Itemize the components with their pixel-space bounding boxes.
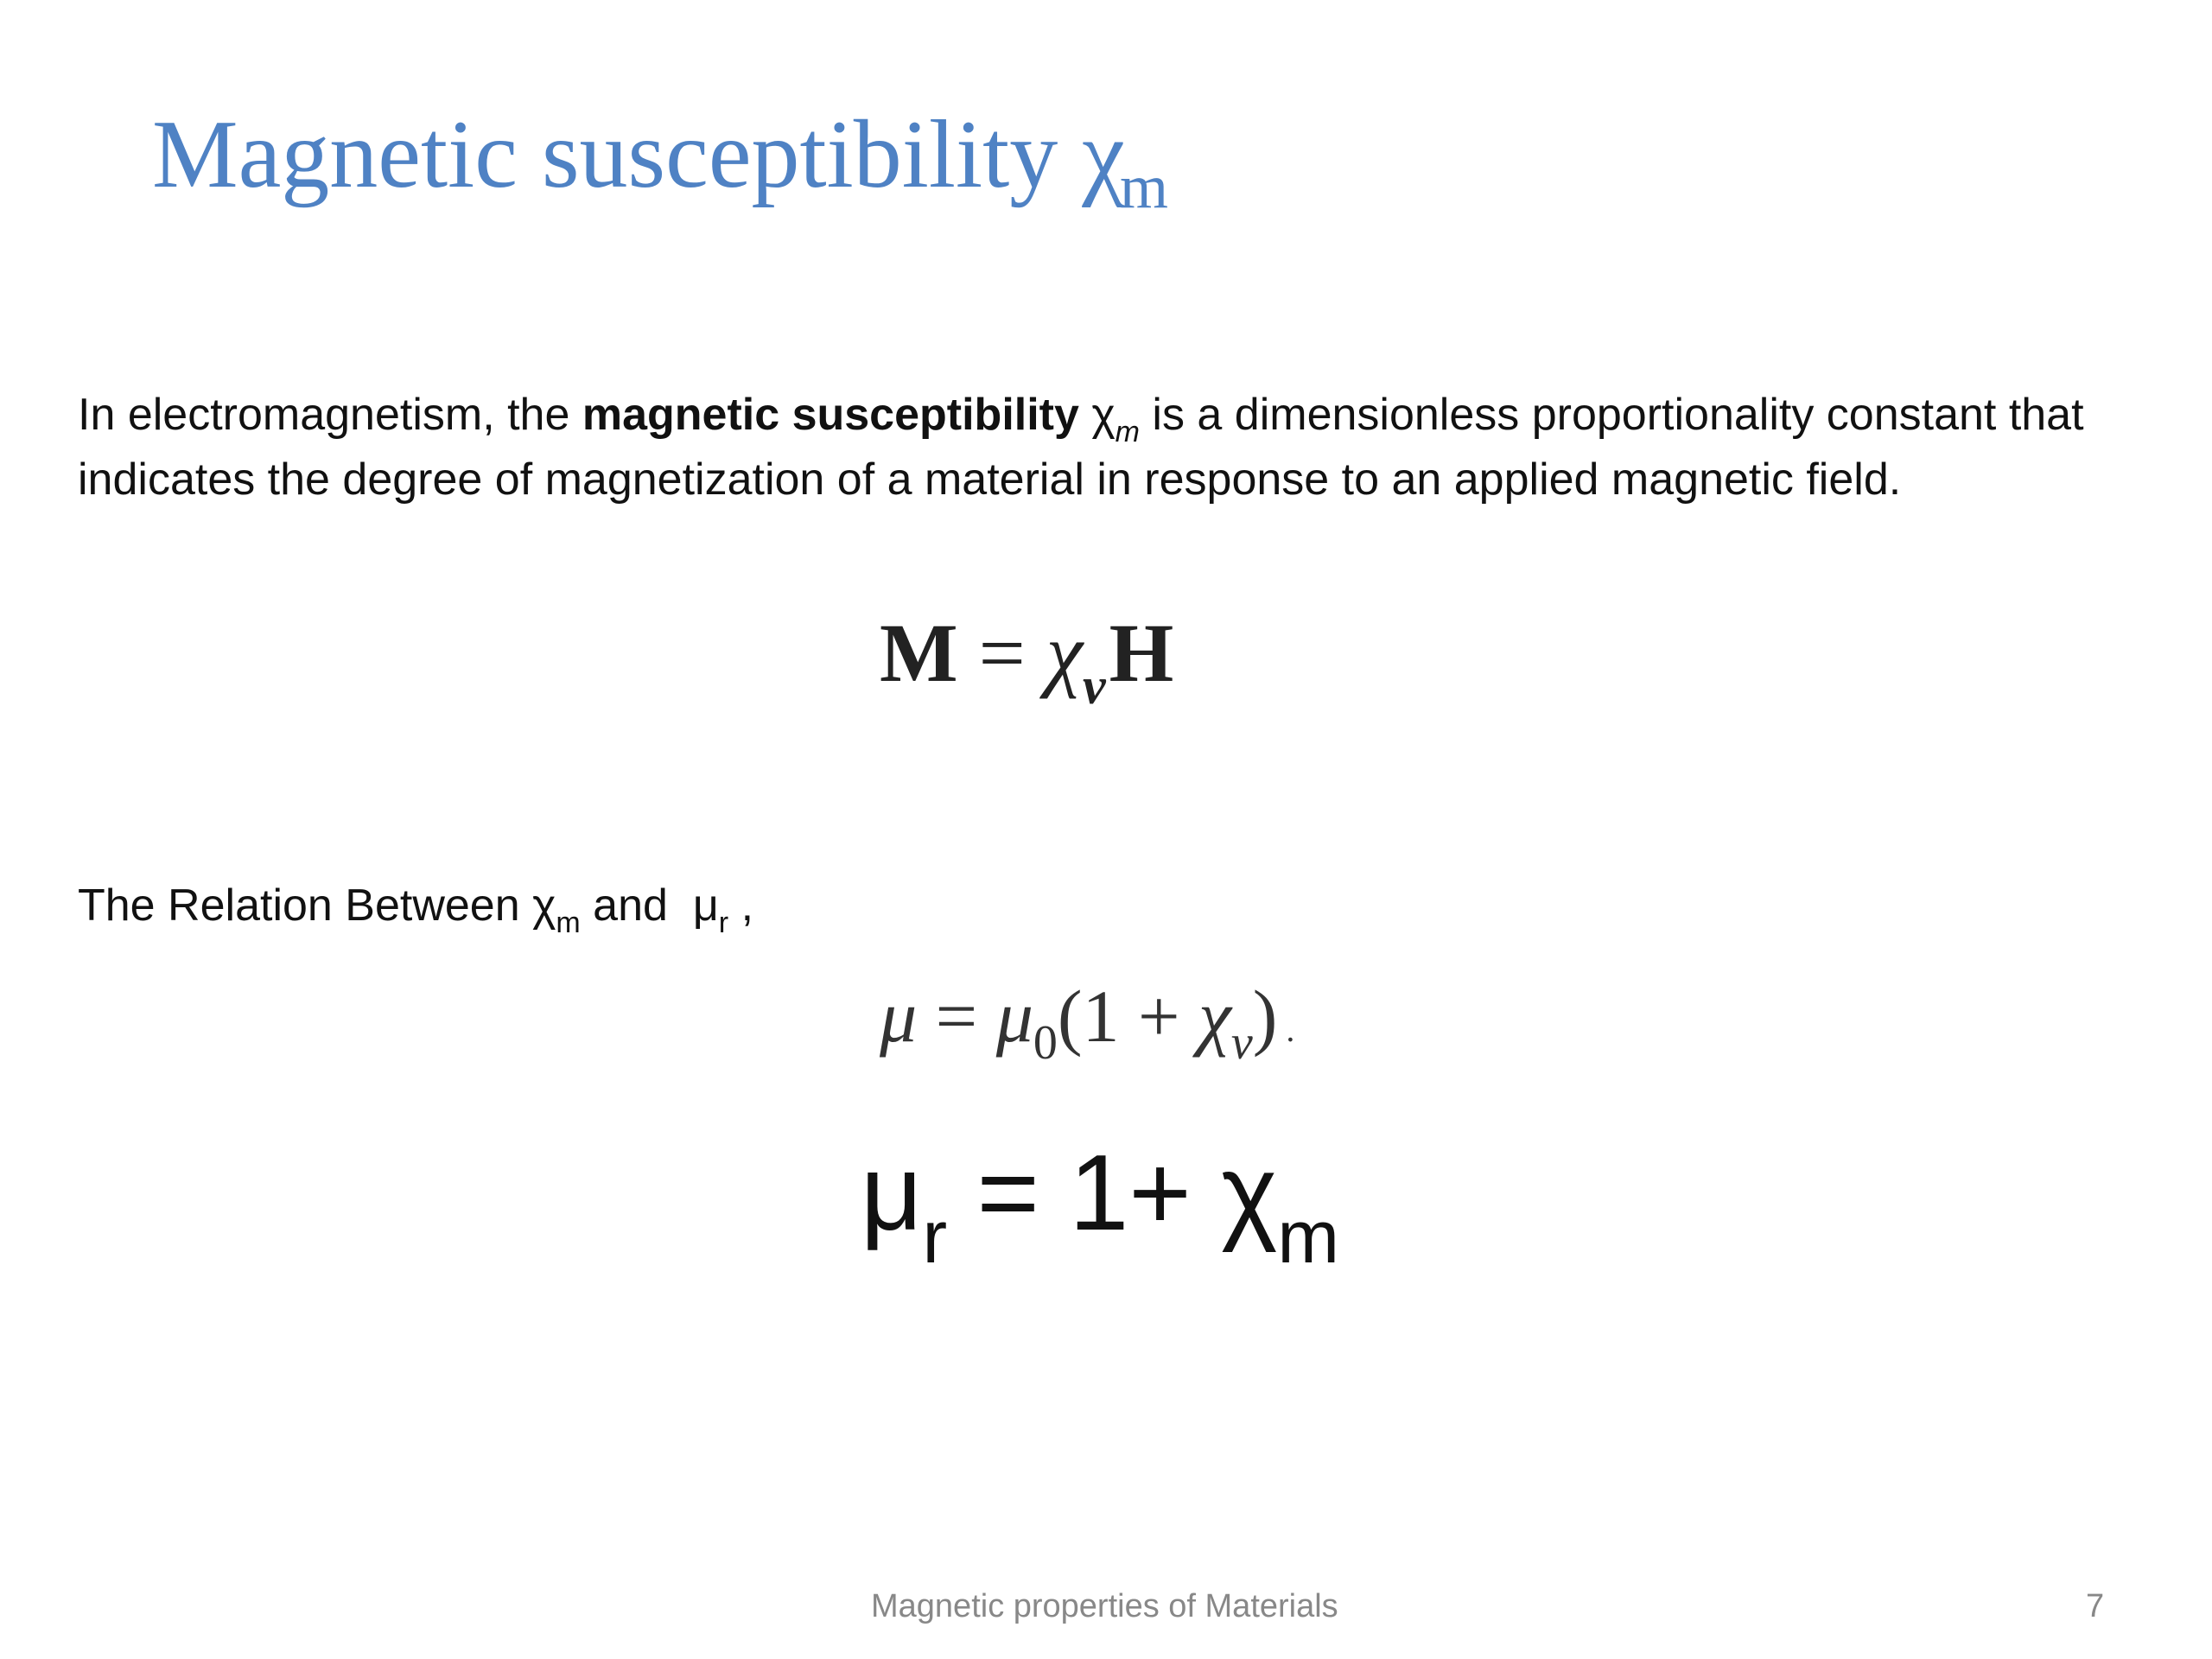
eq-mu-equals: =	[917, 975, 996, 1058]
title-symbol-subscript: m	[1119, 152, 1168, 221]
intro-text-2: is a dimensionless proportionality constant that indicates the degree of magnetization of a material in response to an applied magnetic field.	[78, 390, 2084, 505]
slide-title	[152, 101, 1173, 221]
eq-mu-chi: χ	[1198, 975, 1231, 1058]
magnetization-equation	[880, 605, 1174, 715]
relation-text-1: The Relation Between	[78, 880, 533, 931]
eq-mur-mu-subscript: r	[922, 1196, 948, 1279]
eq-mu-chi-subscript: v	[1230, 1016, 1253, 1070]
relation-chi: χ	[532, 880, 556, 931]
eq-mag-lhs: M	[880, 607, 958, 699]
eq-mu-close: )	[1252, 975, 1278, 1058]
title-text: Magnetic susceptibility	[152, 101, 1083, 208]
eq-mur-middle: = 1+	[947, 1134, 1222, 1253]
eq-mu-mu0-subscript: 0	[1033, 1016, 1058, 1070]
eq-mu-lhs: μ	[880, 975, 918, 1058]
eq-mu-mu0: μ	[995, 975, 1033, 1058]
eq-mag-rhs: H	[1109, 607, 1174, 699]
relation-line	[78, 880, 754, 939]
permeability-equation	[880, 973, 1295, 1070]
page-number: 7	[2086, 1588, 2105, 1624]
relation-mu: μ	[692, 880, 719, 931]
footer-text: Magnetic properties of Materials	[871, 1588, 1338, 1624]
eq-mag-equals: =	[957, 607, 1046, 699]
intro-symbol: χ	[1078, 390, 1116, 440]
relative-permeability-equation	[861, 1132, 1339, 1279]
intro-symbol-subscript: m	[1115, 416, 1140, 448]
intro-paragraph	[78, 385, 2152, 510]
intro-bold-term: magnetic susceptibility	[582, 390, 1079, 440]
relation-text-3: ,	[728, 880, 754, 931]
eq-mu-open: (1 +	[1057, 975, 1198, 1058]
eq-mur-mu: μ	[861, 1134, 923, 1253]
eq-mur-chi: χ	[1221, 1134, 1278, 1253]
title-symbol: χ	[1082, 101, 1125, 208]
eq-mu-dot: .	[1277, 1010, 1295, 1049]
intro-text-1: In electromagnetism, the	[78, 390, 582, 440]
relation-mu-subscript: r	[718, 906, 729, 939]
relation-chi-subscript: m	[556, 906, 581, 939]
eq-mur-chi-subscript: m	[1277, 1196, 1339, 1279]
eq-mag-chi-subscript: v	[1082, 658, 1106, 715]
eq-mag-chi: χ	[1046, 607, 1083, 699]
relation-text-2: and	[580, 880, 693, 931]
